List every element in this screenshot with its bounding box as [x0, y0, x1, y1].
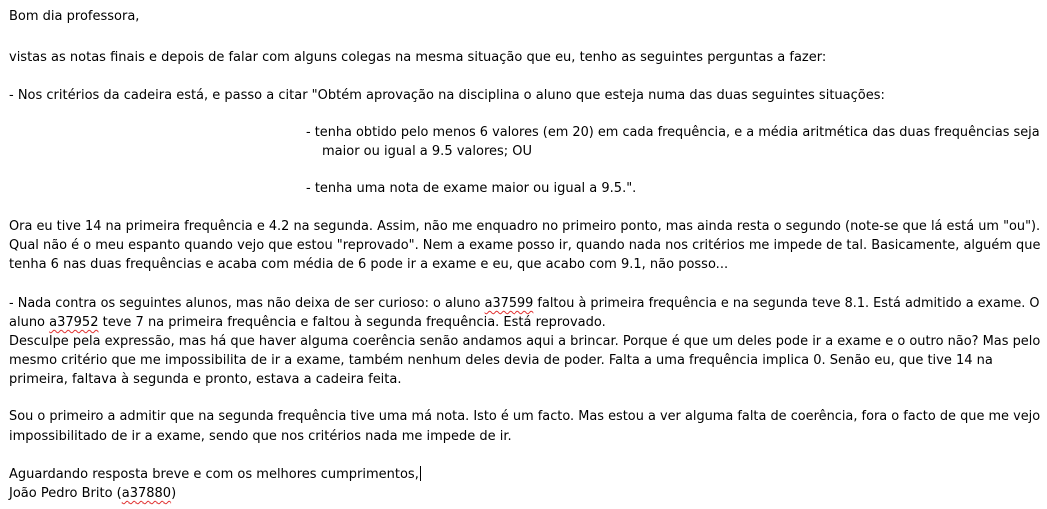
paragraph-1-line-1: Ora eu tive 14 na primeira frequência e 4.2 na segunda. Assim, não me enquadro no primeiro ponto, mas ainda resta o segundo (note-se que lá está um "ou").: [9, 219, 1041, 234]
paragraph-1-line-3: tenha 6 nas duas frequências e acaba com média de 6 pode ir a exame e eu, que acabo com 9.1, não posso...: [9, 257, 729, 272]
text-span: teve 7 na primeira frequência e faltou à segunda frequência. Está reprovado.: [98, 315, 606, 330]
criterion-1-line-1: - tenha obtido pelo menos 6 valores (em 20) em cada frequência, e a média aritmética das duas frequências seja: [306, 125, 1040, 140]
text-cursor: [420, 466, 421, 481]
paragraph-1-line-2: Qual não é o meu espanto quando vejo que estou "reprovado". Nem a exame posso ir, quando nada nos critérios me impede de tal. Basicamente, alguém que: [9, 238, 1041, 253]
email-body[interactable]: [9, 0, 1039, 509]
text-span: aluno: [9, 315, 50, 330]
signature-end: ): [171, 486, 177, 501]
greeting: Bom dia professora,: [9, 9, 140, 24]
paragraph-3-line-2: impossibilitado de ir a exame, sendo que nos critérios nada me impede de ir.: [9, 429, 512, 444]
paragraph-2-line-2: [9, 314, 606, 332]
paragraph-2-line-3: Desculpe pela expressão, mas há que haver alguma coerência senão andamos aqui a brincar. Porque é que um deles pode ir a exame e o outro não? Mas pelo: [9, 334, 1041, 349]
text-span: faltou à primeira frequência e na segunda teve 8.1. Está admitido a exame. O: [533, 296, 1040, 311]
student-id-spellcheck[interactable]: a37599: [484, 296, 534, 311]
paragraph-2-line-4: mesmo critério que me impossibilita de ir a exame, também nenhum deles devia de poder. Falta a uma frequência implica 0. Senão eu, que tive 14 na: [9, 353, 993, 368]
student-id-spellcheck[interactable]: a37952: [49, 315, 99, 330]
criterion-2: - tenha uma nota de exame maior ou igual a 9.5.".: [306, 181, 637, 196]
text-span: - Nada contra os seguintes alunos, mas não deixa de ser curioso: o aluno: [9, 296, 485, 311]
paragraph-3-line-1: Sou o primeiro a admitir que na segunda frequência tive uma má nota. Isto é um facto. Mas estou a ver alguma falta de coerência, fora o facto de que me vejo: [9, 409, 1041, 424]
signature-id-spellcheck[interactable]: a37880: [121, 486, 172, 501]
question-1-intro: - Nos critérios da cadeira está, e passo a citar "Obtém aprovação na disciplina o aluno que esteja numa das duas seguintes situações:: [9, 88, 885, 103]
paragraph-2-line-1: [9, 295, 1039, 313]
signature-name: João Pedro Brito (: [9, 486, 122, 501]
signature: [9, 485, 176, 503]
closing-line: [9, 466, 421, 484]
intro-paragraph: vistas as notas finais e depois de falar com alguns colegas na mesma situação que eu, tenho as seguintes perguntas a fazer:: [9, 50, 827, 65]
paragraph-2-line-5: primeira, faltava à segunda e pronto, estava a cadeira feita.: [9, 372, 402, 387]
criterion-1-line-2: maior ou igual a 9.5 valores; OU: [322, 144, 533, 159]
closing-text: Aguardando resposta breve e com os melhores cumprimentos,: [9, 467, 419, 482]
